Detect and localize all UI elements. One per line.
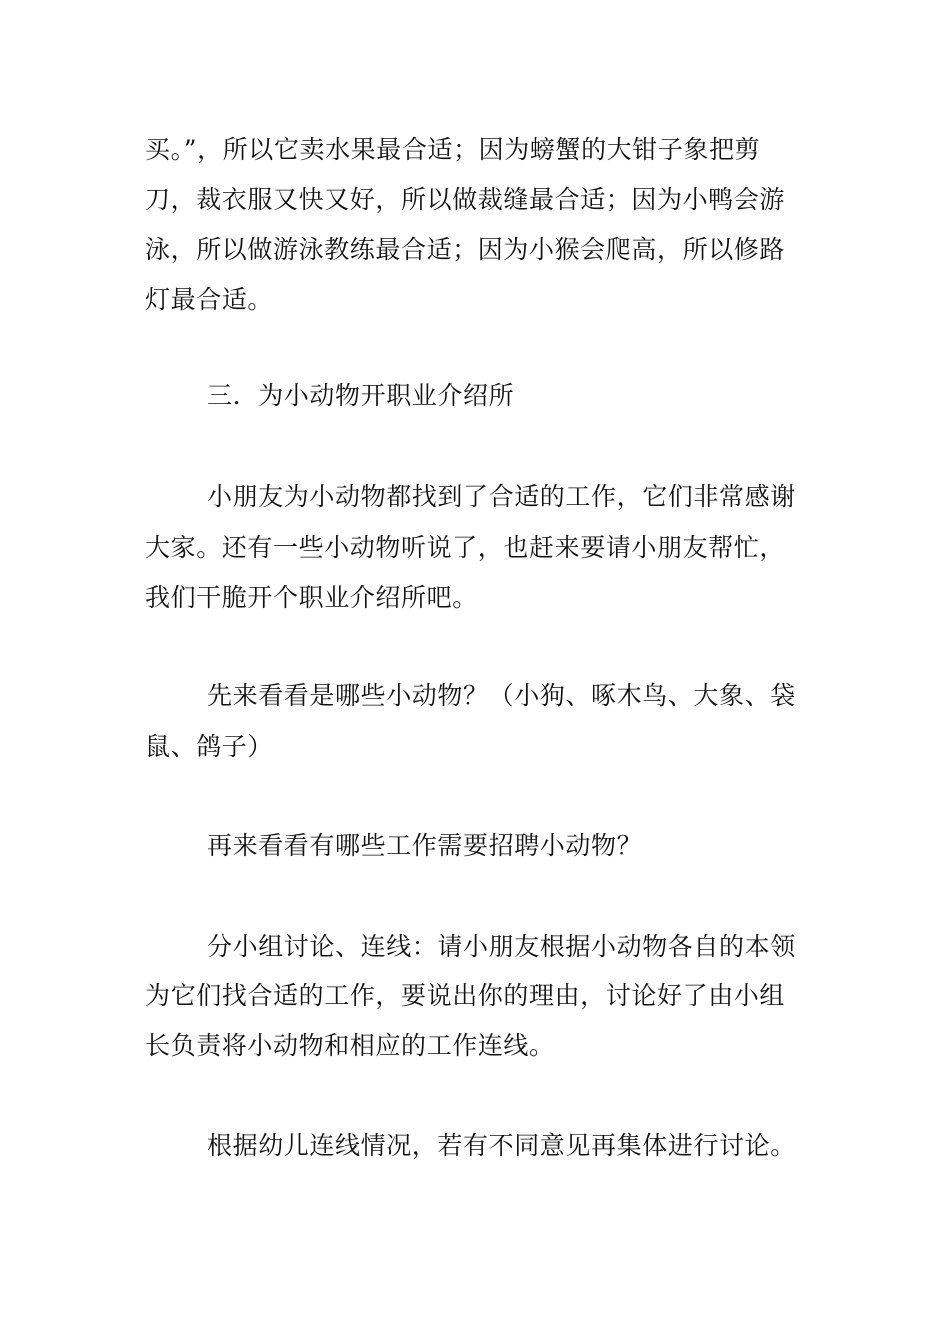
paragraph-line: 再来看看有哪些工作需要招聘小动物？ [207, 831, 643, 860]
paragraph-line: 灯最合适。 [145, 285, 274, 314]
paragraph-line: 大家。还有一些小动物听说了，也赶来要请小朋友帮忙， [145, 533, 786, 562]
paragraph-line: 买。”，所以它卖水果最合适；因为螃蟹的大钳子象把剪 [145, 135, 761, 164]
paragraph-line: 为它们找合适的工作，要说出你的理由，讨论好了由小组 [145, 981, 786, 1010]
paragraph-line: 鼠、鸽子） [145, 732, 274, 761]
paragraph-line: 我们干脆开个职业介绍所吧。 [145, 583, 478, 612]
paragraph-line: 刀，裁衣服又快又好，所以做裁缝最合适；因为小鸭会游 [145, 185, 786, 214]
paragraph-line: 分小组讨论、连线：请小朋友根据小动物各自的本领 [207, 932, 796, 961]
paragraph-line: 泳，所以做游泳教练最合适；因为小猴会爬高，所以修路 [145, 235, 786, 264]
paragraph-line: 根据幼儿连线情况，若有不同意见再集体进行讨论。 [207, 1131, 796, 1160]
paragraph-line: 长负责将小动物和相应的工作连线。 [145, 1031, 555, 1060]
section-heading: 三．为小动物开职业介绍所 [207, 381, 515, 410]
paragraph-line: 先来看看是哪些小动物？（小狗、啄木鸟、大象、袋 [207, 681, 796, 710]
paragraph-line: 小朋友为小动物都找到了合适的工作，它们非常感谢 [207, 482, 796, 511]
